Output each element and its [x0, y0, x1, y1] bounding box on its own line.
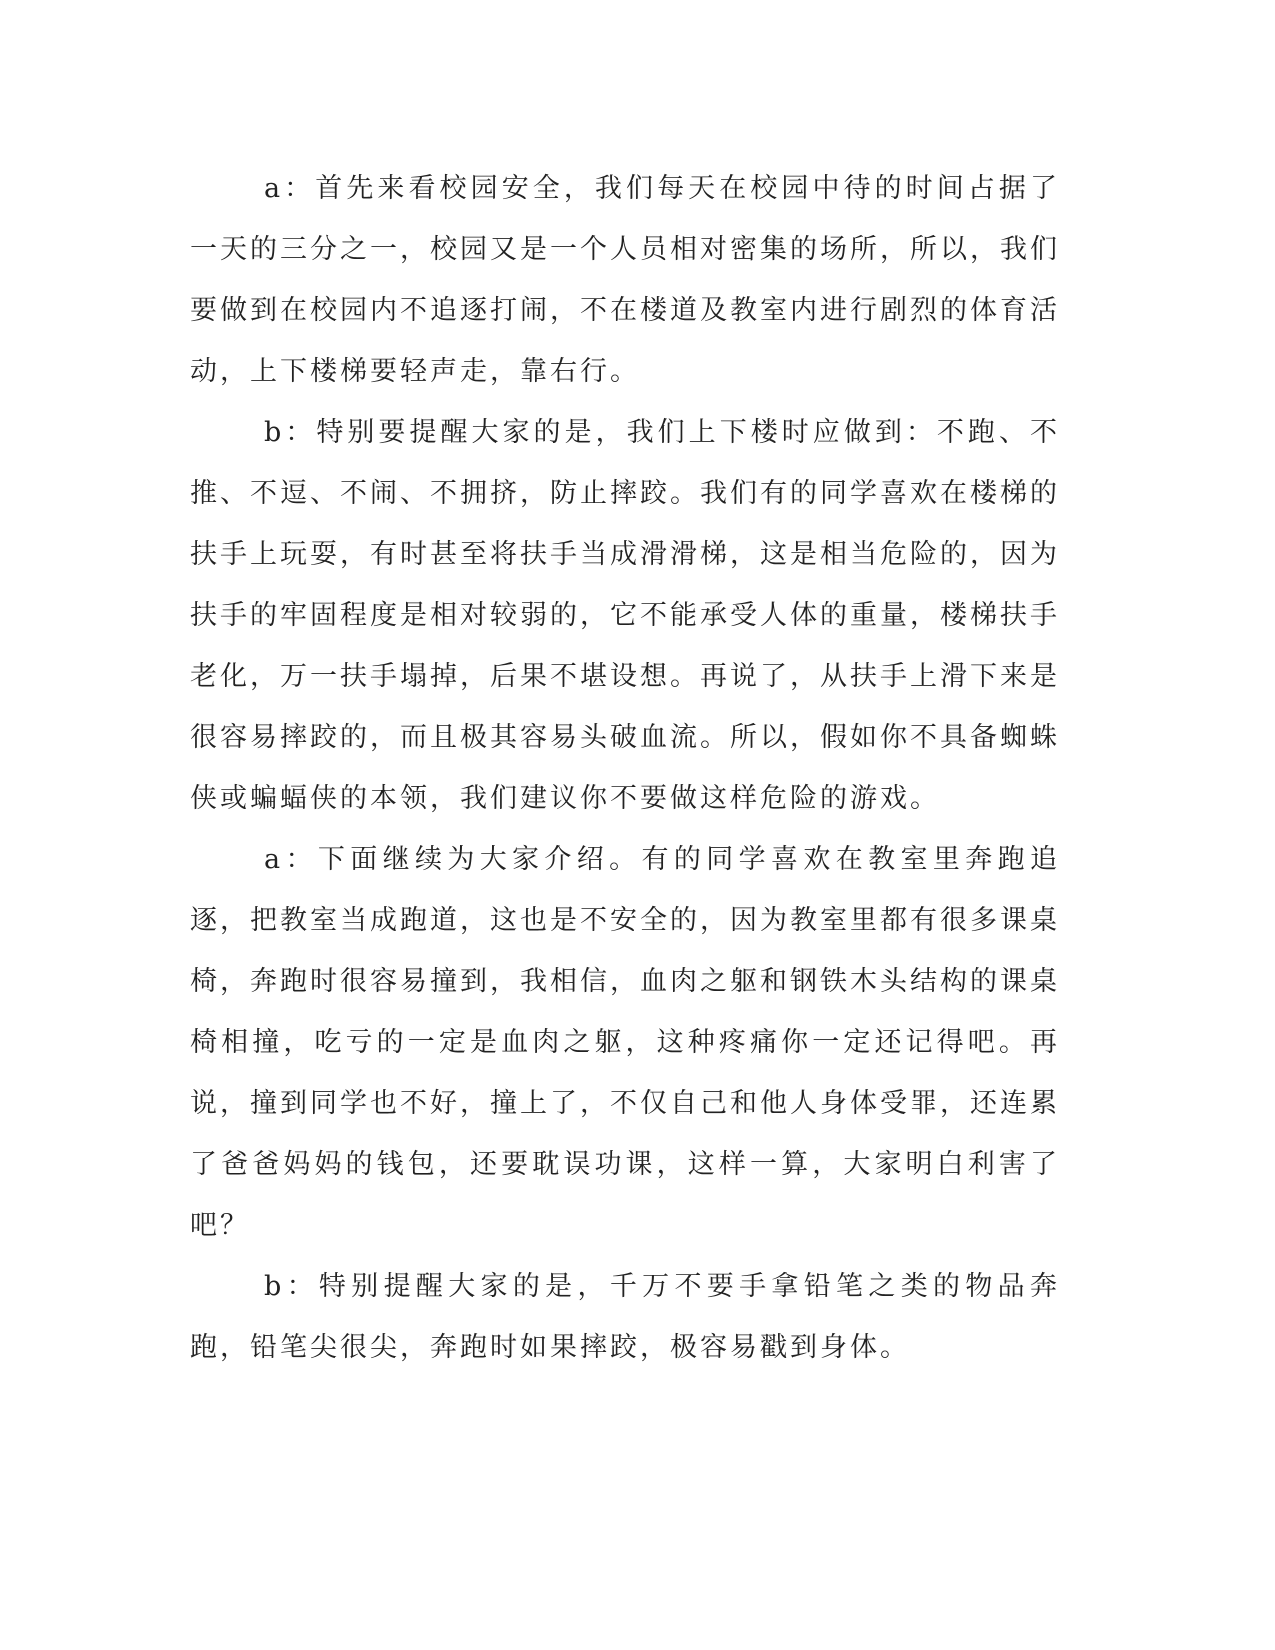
document-body: [190, 158, 1060, 1378]
paragraph-pencil-warning: b：特别提醒大家的是，千万不要手拿铅笔之类的物品奔跑，铅笔尖很尖，奔跑时如果摔跤，极容易戳到身体。: [190, 1271, 1060, 1363]
paragraph-stair-safety: b：特别要提醒大家的是，我们上下楼时应做到：不跑、不推、不逗、不闹、不拥挤，防止摔跤。我们有的同学喜欢在楼梯的扶手上玩耍，有时甚至将扶手当成滑滑梯，这是相当危险的，因为扶手的牢固程度是相对较弱的，它不能承受人体的重量，楼梯扶手老化，万一扶手塌掉，后果不堪设想。再说了，从扶手上滑下来是很容易摔跤的，而且极其容易头破血流。所以，假如你不具备蜘蛛侠或蝙蝠侠的本领，我们建议你不要做这样危险的游戏。: [190, 417, 1060, 814]
paragraph-classroom-safety: a：下面继续为大家介绍。有的同学喜欢在教室里奔跑追逐，把教室当成跑道，这也是不安全的，因为教室里都有很多课桌椅，奔跑时很容易撞到，我相信，血肉之躯和钢铁木头结构的课桌椅相撞，吃亏的一定是血肉之躯，这种疼痛你一定还记得吧。再说，撞到同学也不好，撞上了，不仅自己和他人身体受罪，还连累了爸爸妈妈的钱包，还要耽误功课，这样一算，大家明白利害了吧？: [190, 844, 1060, 1241]
paragraph-campus-safety: a：首先来看校园安全，我们每天在校园中待的时间占据了一天的三分之一，校园又是一个人员相对密集的场所，所以，我们要做到在校园内不追逐打闹，不在楼道及教室内进行剧烈的体育活动，上下楼梯要轻声走，靠右行。: [190, 173, 1060, 387]
